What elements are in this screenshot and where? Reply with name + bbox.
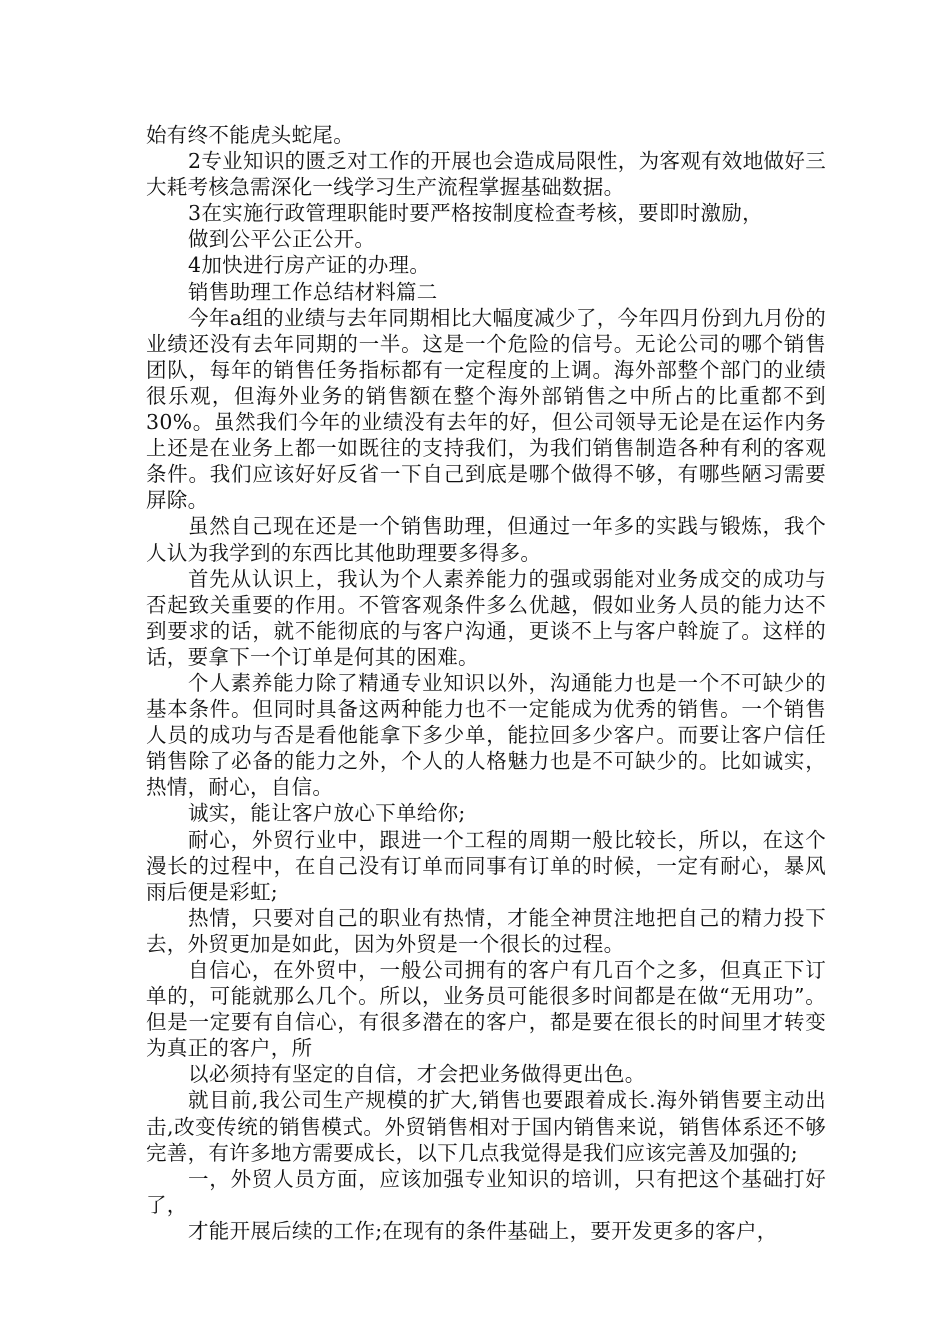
paragraph-11: 诚实，能让客户放心下单给你;	[188, 801, 466, 826]
paragraph-1: 始有终不能虎头蛇尾。	[146, 123, 354, 147]
paragraph-18: 才能开展后续的工作;在现有的条件基础上，要开发更多的客户，	[188, 1218, 778, 1243]
paragraph-4: 做到公平公正公开。	[188, 227, 376, 252]
paragraph-10: 个人素养能力除了精通专业知识以外，沟通能力也是一个不可缺少的基本条件。但同时具备这两种能力也不一定能成为优秀的销售。一个销售人员的成功与否是看他能拿下多少单，能拉回多少客户。而要让客户信任销售除了必备的能力之外，个人的人格魅力也是不可缺少的。比如诚实，热情，耐心，自信。	[146, 670, 826, 800]
paragraph-13: 热情，只要对自己的职业有热情，才能全神贯注地把自己的精力投下去，外贸更加是如此，因为外贸是一个很长的过程。	[146, 905, 826, 956]
paragraph-8: 虽然自己现在还是一个销售助理，但通过一年多的实践与锻炼，我个人认为我学到的东西比其他助理要多得多。	[146, 514, 826, 565]
document-body	[146, 122, 826, 1244]
paragraph-16: 就目前,我公司生产规模的扩大,销售也要跟着成长.海外销售要主动出击,改变传统的销售模式。外贸销售相对于国内销售来说，销售体系还不够完善，有许多地方需要成长，以下几点我觉得是我们应该完善及加强的;	[146, 1088, 826, 1165]
paragraph-14: 自信心，在外贸中，一般公司拥有的客户有几百个之多，但真正下订单的，可能就那么几个。所以，业务员可能很多时间都是在做“无用功”。但是一定要有自信心，有很多潜在的客户，都是要在很长的时间里才转变为真正的客户，所	[146, 958, 826, 1061]
section-heading: 销售助理工作总结材料篇二	[188, 279, 438, 304]
paragraph-2: 2专业知识的匮乏对工作的开展也会造成局限性，为客观有效地做好三大耗考核急需深化一线学习生产流程掌握基础数据。	[146, 149, 826, 200]
paragraph-17: 一，外贸人员方面，应该加强专业知识的培训，只有把这个基础打好了，	[146, 1166, 826, 1217]
paragraph-9: 首先从认识上，我认为个人素养能力的强或弱能对业务成交的成功与否起致关重要的作用。不管客观条件多么优越，假如业务人员的能力达不到要求的话，就不能彻底的与客户沟通，更谈不上与客户斡旋了。这样的话，要拿下一个订单是何其的困难。	[146, 566, 826, 669]
paragraph-12: 耐心，外贸行业中，跟进一个工程的周期一般比较长，所以，在这个漫长的过程中，在自己没有订单而同事有订单的时候，一定有耐心，暴风雨后便是彩虹;	[146, 827, 826, 904]
paragraph-5: 4加快进行房产证的办理。	[188, 253, 431, 278]
paragraph-15: 以必须持有坚定的自信，才会把业务做得更出色。	[188, 1062, 646, 1087]
paragraph-3: 3在实施行政管理职能时要严格按制度检查考核，要即时激励，	[188, 201, 763, 226]
paragraph-7: 今年a组的业绩与去年同期相比大幅度减少了，今年四月份到九月份的业绩还没有去年同期的一半。这是一个危险的信号。无论公司的哪个销售团队，每年的销售任务指标都有一定程度的上调。海外部整个部门的业绩很乐观，但海外业务的销售额在整个海外部销售之中所占的比重都不到30%。虽然我们今年的业绩没有去年的好，但公司领导无论是在运作内务上还是在业务上都一如既往的支持我们，为我们销售制造各种有利的客观条件。我们应该好好反省一下自己到底是哪个做得不够，有哪些陋习需要屏除。	[146, 305, 826, 513]
